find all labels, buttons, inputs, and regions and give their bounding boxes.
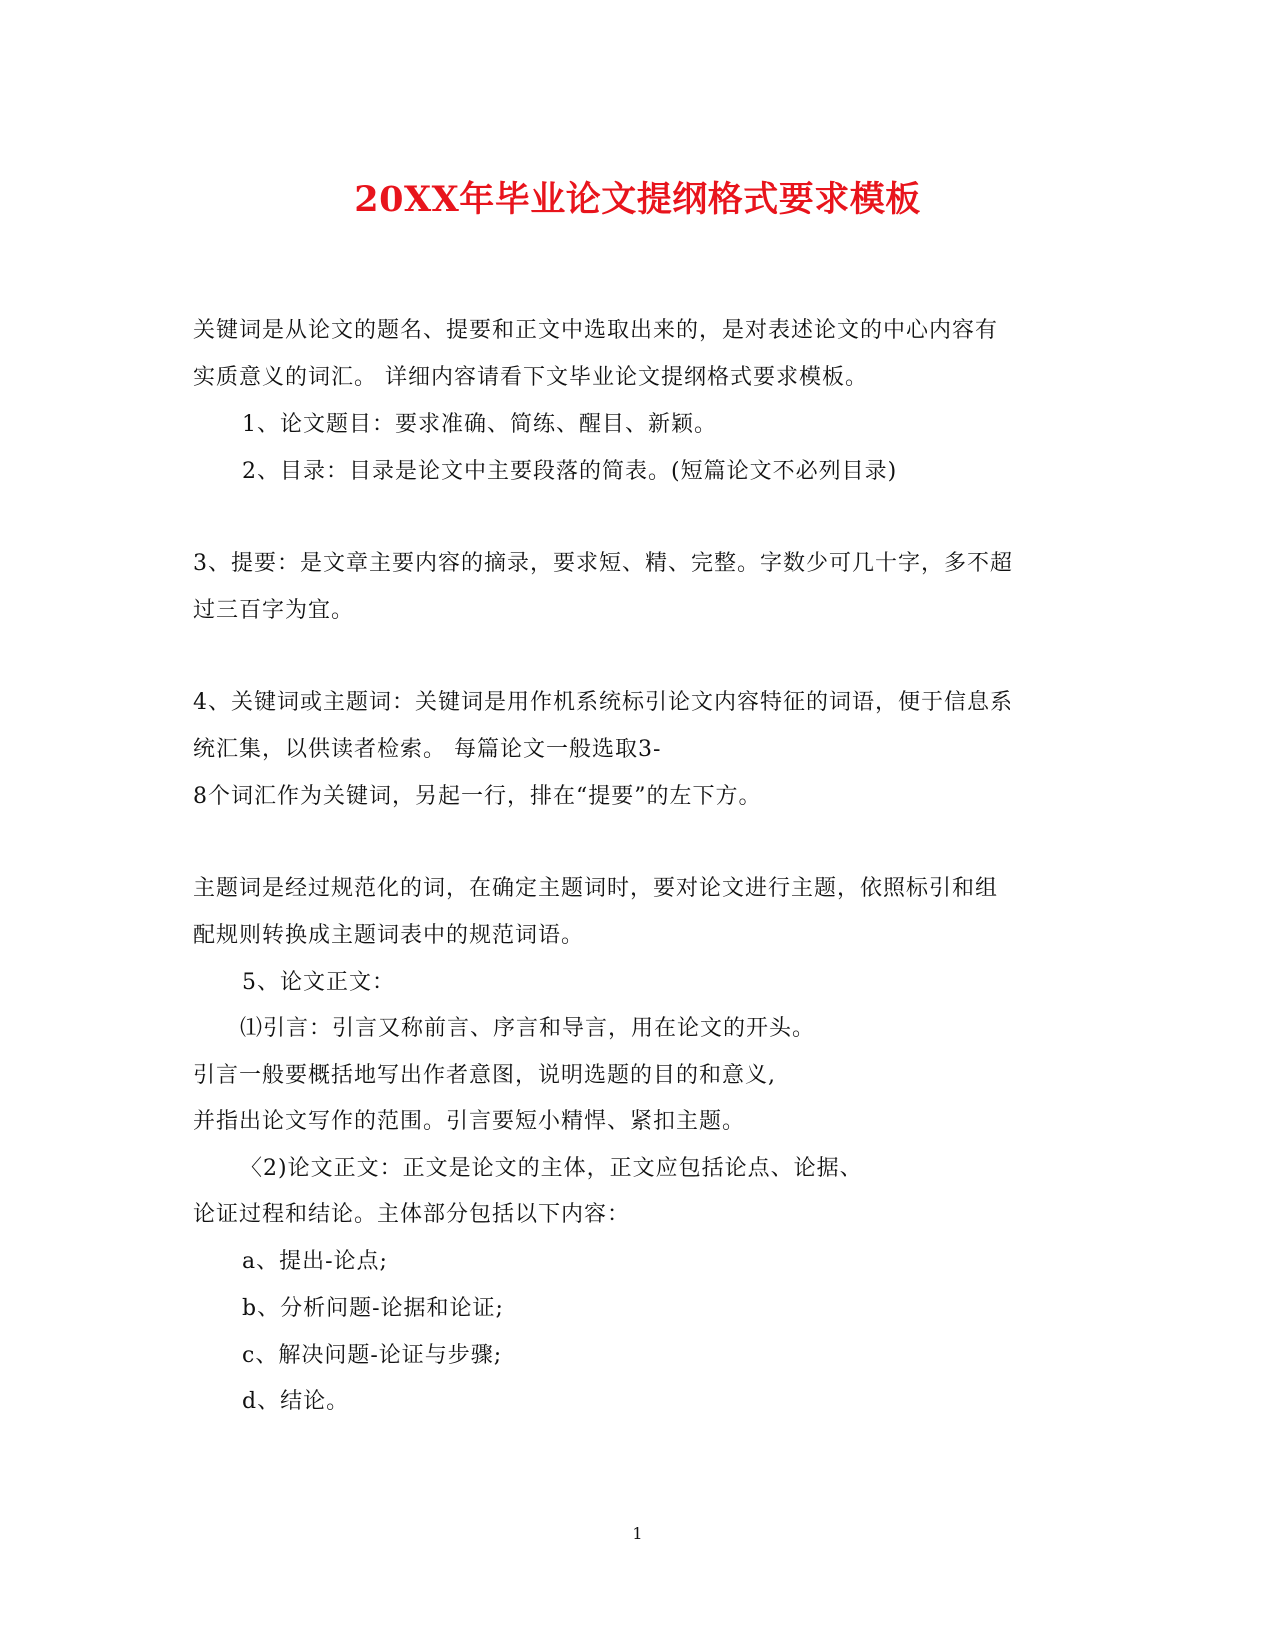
list-item: b、分析问题-论据和论证;: [242, 1296, 504, 1321]
paragraph-line: 配规则转换成主题词表中的规范词语。: [193, 923, 585, 948]
paragraph-line: 并指出论文写作的范围。引言要短小精悍、紧扣主题。: [193, 1109, 746, 1134]
paragraph-line: 关键词是从论文的题名、提要和正文中选取出来的，是对表述论文的中心内容有: [193, 318, 999, 343]
paragraph-line: 论证过程和结论。主体部分包括以下内容：: [193, 1202, 631, 1227]
paragraph-line: 统汇集，以供读者检索。 每篇论文一般选取3-: [193, 737, 662, 762]
subsection-body: 〈2)论文正文：正文是论文的主体，正文应包括论点、论据、: [240, 1156, 863, 1181]
list-item: d、结论。: [242, 1389, 350, 1414]
paragraph-line: 实质意义的词汇。 详细内容请看下文毕业论文提纲格式要求模板。: [193, 365, 868, 390]
paragraph-line: 4、关键词或主题词：关键词是用作机系统标引论文内容特征的词语，便于信息系: [193, 690, 1013, 715]
list-item: c、解决问题-论证与步骤;: [242, 1343, 503, 1368]
paragraph-line: 3、提要：是文章主要内容的摘录，要求短、精、完整。字数少可几十字，多不超: [193, 551, 1013, 576]
list-item-title: 1、论文题目：要求准确、简练、醒目、新颖。: [242, 412, 717, 437]
list-item-contents: 2、目录：目录是论文中主要段落的简表。(短篇论文不必列目录): [242, 459, 898, 484]
paragraph-line: 8个词汇作为关键词，另起一行，排在“提要”的左下方。: [193, 784, 762, 809]
list-item: a、提出-论点;: [242, 1249, 388, 1274]
page-number: 1: [632, 1524, 643, 1543]
section-heading: 5、论文正文：: [242, 970, 395, 995]
document-title: 20XX年毕业论文提纲格式要求模板: [354, 179, 921, 220]
subsection-intro: ⑴引言：引言又称前言、序言和导言，用在论文的开头。: [240, 1016, 816, 1041]
paragraph-line: 主题词是经过规范化的词，在确定主题词时，要对论文进行主题，依照标引和组: [193, 876, 999, 901]
paragraph-line: 引言一般要概括地写出作者意图，说明选题的目的和意义,: [193, 1063, 776, 1088]
paragraph-line: 过三百字为宜。: [193, 598, 355, 623]
